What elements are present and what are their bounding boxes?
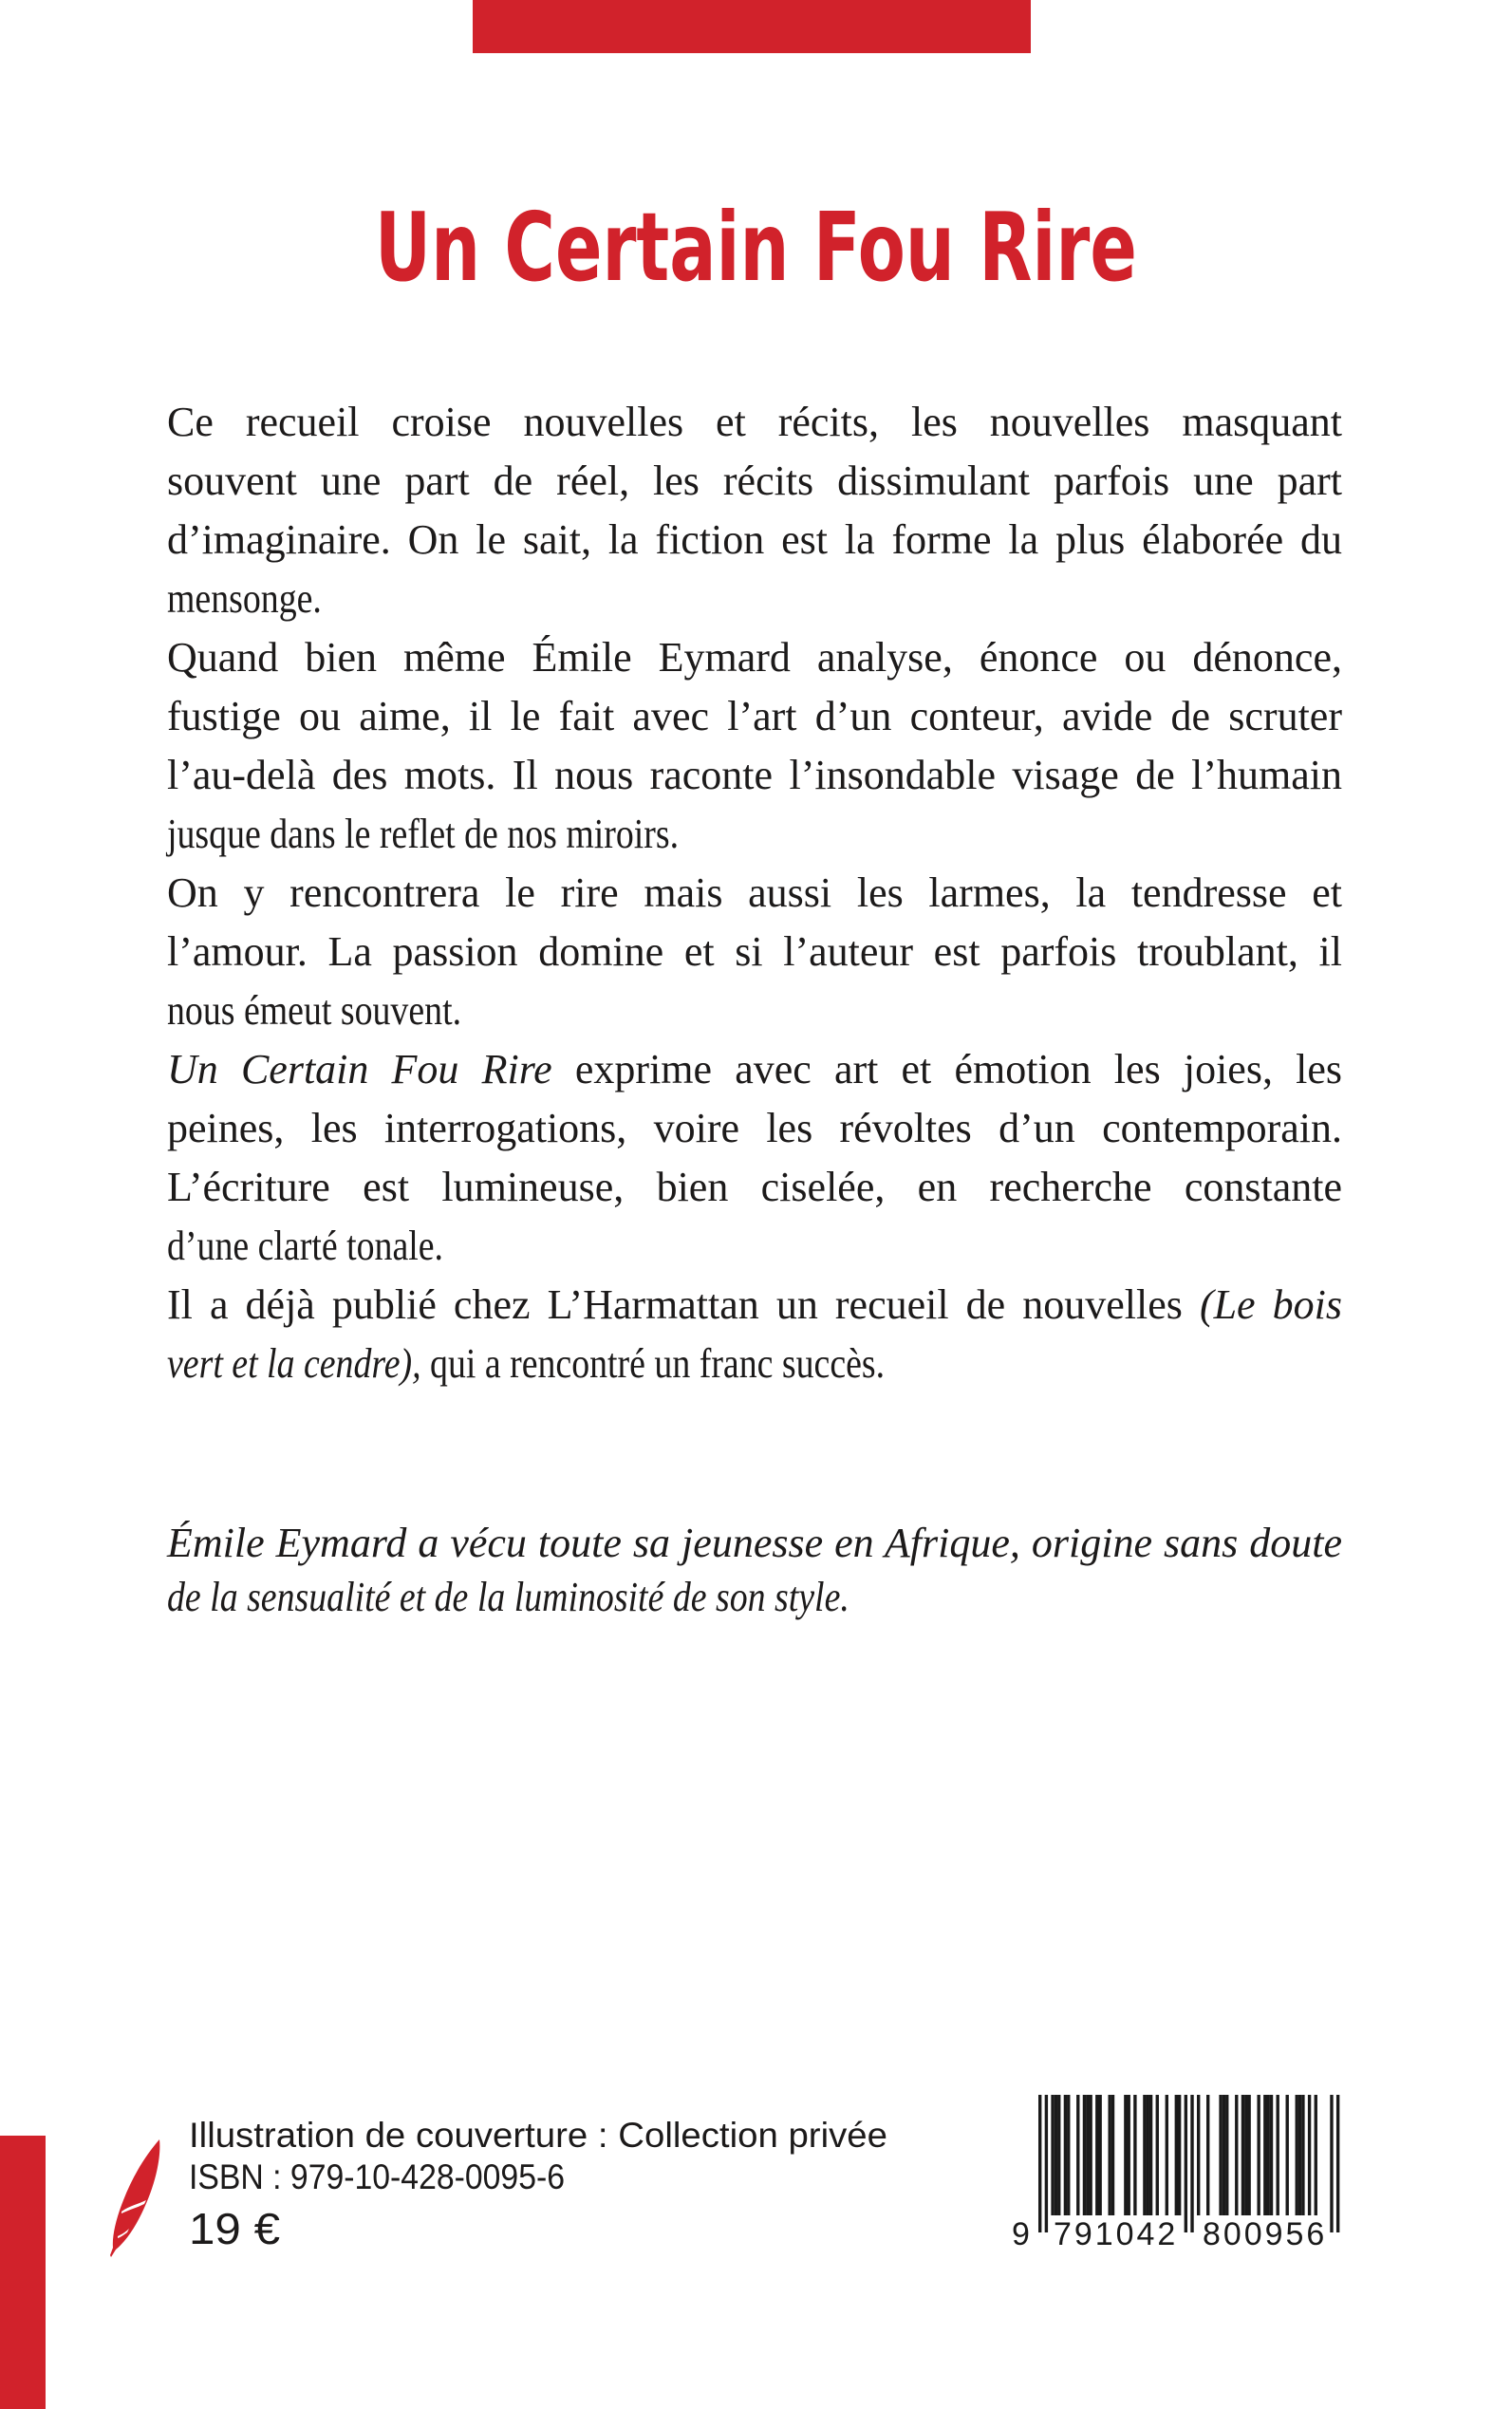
- text: nous émeut souvent.: [167, 987, 462, 1034]
- description-line: [167, 981, 1342, 1040]
- description-line: [167, 393, 1342, 452]
- text: l’amour. La passion domine et si l’auteur est parfois troublant, il: [167, 928, 1342, 975]
- description-line: [167, 1217, 1342, 1276]
- italic-text: Un Certain Fou Rire: [167, 1046, 552, 1092]
- description-line: [167, 511, 1342, 570]
- text: exprime avec art et émotion les joies, les: [551, 1046, 1342, 1092]
- book-title: [0, 186, 1512, 309]
- text: souvent une part de réel, les récits dissimulant parfois une part: [167, 458, 1342, 504]
- description-line: [167, 923, 1342, 981]
- isbn: ISBN : 979-10-428-0095-6: [189, 2157, 565, 2196]
- author_bio-line: [167, 1570, 1342, 1624]
- author_bio-line: [167, 1516, 1342, 1570]
- description-line: [167, 1099, 1342, 1158]
- description-line: [167, 1040, 1342, 1099]
- barcode-left-digits: 791042: [1054, 2216, 1176, 2252]
- description-line: [167, 1276, 1342, 1335]
- description-line: [167, 570, 1342, 628]
- description-line: [167, 746, 1342, 805]
- text: Ce recueil croise nouvelles et récits, les nouvelles masquant: [167, 399, 1342, 445]
- feather-icon: [106, 2138, 163, 2259]
- book-title-text: Un Certain Fou Rire: [375, 192, 1137, 303]
- description-line: [167, 1158, 1342, 1217]
- italic-text: Émile Eymard a vécu toute sa jeunesse en Afrique, origine sans doute: [167, 1520, 1342, 1566]
- text: Il a déjà publié chez L’Harmattan un recueil de nouvelles: [167, 1281, 1200, 1328]
- text: qui a rencontré un franc succès.: [420, 1340, 886, 1387]
- italic-text: vert et la cendre),: [167, 1340, 421, 1387]
- publication-info: [189, 2115, 887, 2259]
- isbn-barcode: [1006, 2095, 1348, 2256]
- text: mensonge.: [167, 575, 322, 622]
- text: fustige ou aime, il le fait avec l’art d’un conteur, avide de scruter: [167, 693, 1342, 739]
- text: d’une clarté tonale.: [167, 1223, 444, 1269]
- text: l’au-delà des mots. Il nous raconte l’insondable visage de l’humain: [167, 752, 1342, 798]
- description-line: [167, 1335, 1342, 1393]
- barcode-first-digit: 9: [1012, 2216, 1030, 2252]
- description-line: [167, 864, 1342, 923]
- text: L’écriture est lumineuse, bien ciselée, en recherche constante: [167, 1164, 1342, 1210]
- book-description: [167, 393, 1342, 1393]
- left-accent-bar: [0, 2136, 46, 2409]
- author-bio: [167, 1516, 1342, 1624]
- description-line: [167, 687, 1342, 746]
- top-accent-bar: [473, 0, 1031, 53]
- italic-text: (Le bois: [1199, 1281, 1343, 1328]
- price: 19 €: [189, 2204, 280, 2253]
- description-line: [167, 805, 1342, 864]
- text: On y rencontrera le rire mais aussi les larmes, la tendresse et: [167, 869, 1342, 916]
- cover-credit: Illustration de couverture : Collection privée: [189, 2116, 887, 2155]
- italic-text: de la sensualité et de la luminosité de son style.: [167, 1574, 849, 1620]
- text: jusque dans le reflet de nos miroirs.: [167, 811, 680, 857]
- text: Quand bien même Émile Eymard analyse, énonce ou dénonce,: [167, 634, 1342, 681]
- text: d’imaginaire. On le sait, la fiction est la forme la plus élaborée du: [167, 516, 1342, 563]
- description-line: [167, 452, 1342, 511]
- barcode-right-digits: 800956: [1203, 2216, 1325, 2252]
- description-line: [167, 628, 1342, 687]
- text: peines, les interrogations, voire les révoltes d’un contemporain.: [167, 1105, 1342, 1151]
